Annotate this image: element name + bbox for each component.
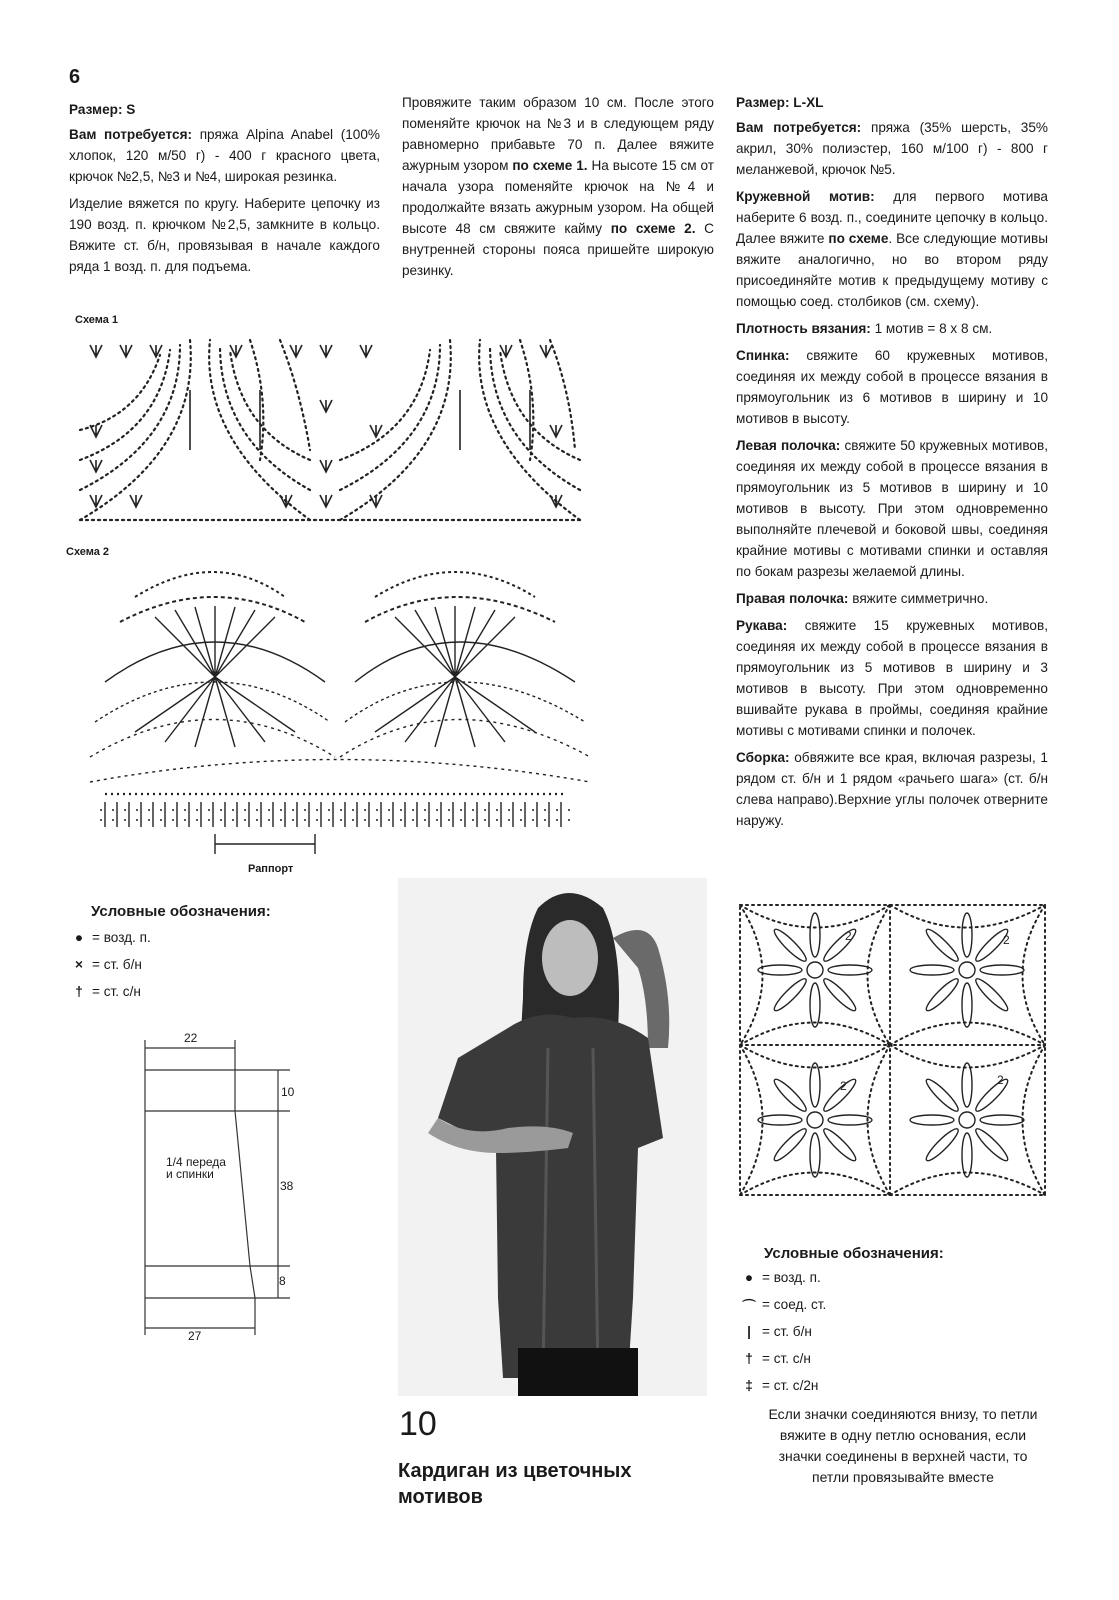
r-density-text: 1 мотив = 8 х 8 см. [874,321,993,336]
pattern-height-1: 10 [281,1085,295,1099]
materials-label: Вам потребуется: [69,127,193,142]
r-legend-sc: | = ст. б/н [742,1318,826,1345]
dagger-icon: † [745,1351,753,1366]
project-number-10: 10 [399,1405,437,1443]
legend-chain: ● = возд. п. [72,924,151,951]
rapport-label: Раппорт [248,863,294,875]
r-left-front-label: Левая полочка: [736,438,841,453]
right-legend-title: Условные обозначения: [764,1245,944,1262]
scheme-2-label: Схема 2 [66,546,110,558]
right-legend [742,1264,826,1399]
arc-icon: ⌒ [742,1298,756,1314]
dot-icon: ● [744,1270,754,1285]
para2-e: С внутренней стороны пояса пришейте широкую резинку. [402,221,714,278]
pattern-height-2: 38 [280,1179,294,1193]
r-size-label: Размер: [736,95,790,110]
r-back-label: Спинка: [736,348,790,363]
legend-dc: † = ст. с/н [72,978,151,1005]
r-assembly-text: обвяжите все края, включая разрезы, 1 рядом ст. б/н и 1 рядом «рачьего шага» (ст. б/н слева направо).Верхние углы полочек отверните наружу. [736,750,1048,828]
para2-scheme1-ref: по схеме 1. [512,158,588,173]
r-motif-text-c: . Все следующие мотивы вяжите аналогично, но во втором ряду присоединяйте мотив к предыдущему мотиву с помощью соед. столбиков (см. схему). [736,231,1049,309]
r-legend-chain: ● = возд. п. [742,1264,826,1291]
r-right-front-text: вяжите симметрично. [852,591,989,606]
scheme-2-diagram [75,562,595,862]
para2-a: Провяжите таким образом 10 см. После этого поменяйте крючок на №3 и в следующем ряду равномерно прибавьте 70 п. Далее вяжите ажурным узором [402,95,714,173]
dot-icon: ● [74,930,84,945]
double-dagger-icon: ‡ [745,1378,753,1393]
materials-text: пряжа Alpina Anabel (100% хлопок, 120 м/50 г) - 400 г красного цвета, крючок №2,5, №3 и №4, широкая резинка. [69,127,380,184]
scheme-1-label: Схема 1 [75,314,119,326]
left-legend [72,924,151,1005]
r-materials-text: пряжа (35% шерсть, 35% акрил, 30% полиэстер, 160 м/100 г) - 800 г меланжевой, крючок №5. [736,120,1048,177]
pattern-width-top: 22 [184,1031,198,1045]
cross-icon: × [75,957,83,972]
motif-diagram [735,900,1050,1200]
instructions-paragraph-1: Изделие вяжется по кругу. Наберите цепочку из 190 возд. п. крючком №2,5, замкните в кольцо. Вяжите ст. б/н, провязывая в начале каждого ряда 1 возд. п. для подъема. [69,196,380,274]
legend-note: Если значки соединяются внизу, то петли вяжите в одну петлю основания, если значки соединены в верхней части, то петли провязывайте вместе [768,1406,1038,1485]
motif-number-2: 2 [1003,933,1010,947]
motif-number-4: 2 [997,1073,1004,1087]
r-size-value: L-XL [793,95,824,110]
size-value: S [126,102,136,117]
legend-sc: × = ст. б/н [72,951,151,978]
size-label: Размер: [69,102,123,117]
project-number-6: 6 [69,66,81,88]
motif-number-3: 2 [840,1079,847,1093]
right-instructions [736,92,1048,837]
r-sleeves-label: Рукава: [736,618,788,633]
bar-icon: | [747,1324,751,1339]
r-back-text: свяжите 60 кружевных мотивов, соединяя их между собой в процессе вязания в прямоугольник из 6 мотивов в ширину и 10 мотивов в высоту. [736,348,1049,426]
r-legend-dc: † = ст. с/н [742,1345,826,1372]
para2-c: На высоте 15 см от начала узора поменяйте крючок на №4 и продолжайте вязать ажурным узором. На общей высоте 48 см свяжите кайму [402,158,714,236]
r-left-front-text: свяжите 50 кружевных мотивов, соединяя их между собой в процессе вязания в прямоугольник из 5 мотивов в ширину и 10 мотивов в высоту. При этом одновременно выполняйте плечевой и боковой швы, соединяя крайние мотивы с мотивами спинки и оставляя по бокам разрезы желаемой длины. [736,438,1048,579]
model-photo [398,878,707,1396]
r-density-label: Плотность вязания: [736,321,871,336]
scheme-1-diagram [70,330,590,530]
r-legend-slip: ⌒ = соед. ст. [742,1291,826,1318]
r-right-front-label: Правая полочка: [736,591,849,606]
project-title: Кардиган из цветочных мотивов [398,1460,632,1508]
dagger-icon: † [75,984,83,999]
pattern-width-bottom: 27 [188,1329,202,1343]
r-materials-label: Вам потребуется: [736,120,862,135]
r-motif-label: Кружевной мотив: [736,189,875,204]
r-legend-tr: ‡ = ст. с/2н [742,1372,826,1399]
left-legend-title: Условные обозначения: [91,903,271,920]
r-motif-scheme-ref: по схеме [828,231,889,246]
r-assembly-label: Сборка: [736,750,790,765]
middle-instructions [402,92,714,281]
r-sleeves-text: свяжите 15 кружевных мотивов, соединяя их между собой в процессе вязания в прямоугольник из 5 мотивов в ширину и 3 мотивов в высоту. При этом одновременно вшивайте рукава в проймы, соединяя крайние мотивы с мотивами спинки и полочек. [736,618,1048,738]
motif-number-1: 2 [845,929,852,943]
pattern-part-label: 1/4 переда и спинки [166,1155,226,1181]
pattern-height-3: 8 [279,1274,286,1288]
r-motif-text-a: для первого мотива наберите 6 возд. п., соедините цепочку в кольцо. Далее вяжите [736,189,1048,246]
left-intro [69,99,380,283]
para2-scheme2-ref: по схеме 2. [610,221,696,236]
